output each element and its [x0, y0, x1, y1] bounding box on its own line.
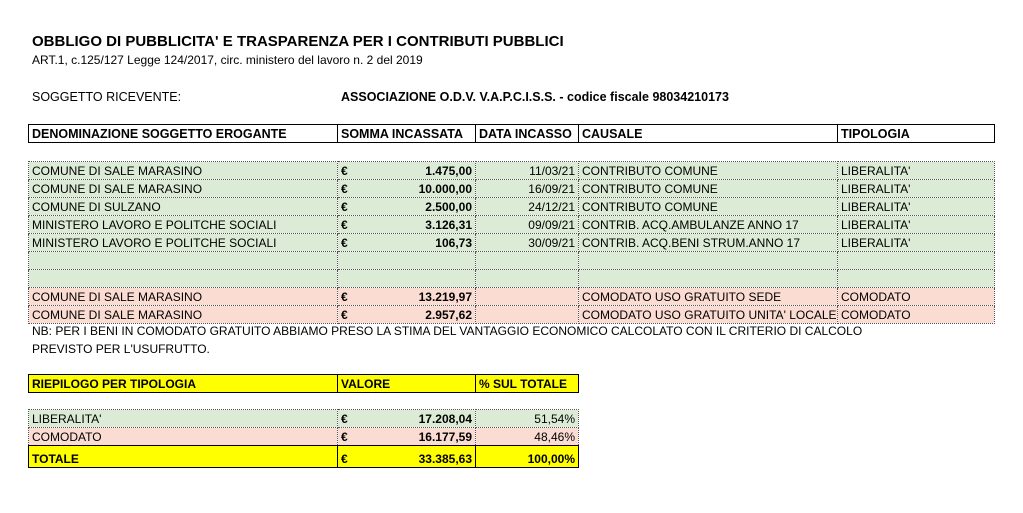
header-row — [29, 125, 995, 143]
cell-denominazione: COMUNE DI SALE MARASINO — [29, 288, 338, 306]
cell-tipologia: LIBERALITA' — [838, 180, 995, 198]
cell-causale: CONTRIBUTO COMUNE — [579, 180, 838, 198]
cell-somma — [338, 198, 476, 216]
table-row — [29, 288, 995, 306]
recipient-value: ASSOCIAZIONE O.D.V. V.A.P.C.I.S.S. - codice fiscale 98034210173 — [341, 90, 729, 104]
document-title: OBBLIGO DI PUBBLICITA' E TRASPARENZA PER I CONTRIBUTI PUBBLICI — [32, 33, 564, 50]
cell-data — [476, 252, 579, 270]
summary-value: 16.177,59 — [418, 429, 472, 444]
currency-symbol: € — [341, 199, 348, 214]
currency-symbol: € — [341, 452, 348, 466]
currency-symbol: € — [341, 181, 348, 196]
summary-row-liberalita — [29, 410, 579, 428]
amount-value: 2.957,62 — [425, 307, 472, 322]
summary-header-table — [28, 374, 579, 393]
recipient-label: SOGGETTO RICEVENTE: — [32, 90, 182, 104]
note-text: NB: PER I BENI IN COMODATO GRATUITO ABBIAMO PRESO LA STIMA DEL VANTAGGIO ECONOMICO CALCOLATO CON IL CRITERIO DI CALCOLO PREVISTO PER L'USUFRUTTO. — [32, 324, 863, 356]
cell-tipologia: LIBERALITA' — [838, 162, 995, 180]
currency-symbol: € — [341, 235, 348, 250]
cell-somma — [338, 162, 476, 180]
summary-header-pct: % SUL TOTALE — [476, 375, 579, 393]
currency-symbol: € — [341, 217, 348, 232]
cell-somma — [338, 306, 476, 324]
cell-somma — [338, 270, 476, 288]
header-denominazione: DENOMINAZIONE SOGGETTO EROGANTE — [29, 125, 338, 143]
cell-causale: CONTRIBUTO COMUNE — [579, 198, 838, 216]
cell-data: 16/09/21 — [476, 180, 579, 198]
cell-causale: COMODATO USO GRATUITO SEDE — [579, 288, 838, 306]
summary-header-row — [29, 375, 579, 393]
main-header-table — [28, 124, 995, 143]
cell-data — [476, 306, 579, 324]
amount-value: 3.126,31 — [425, 217, 472, 232]
currency-symbol: € — [341, 411, 348, 426]
summary-pct: 51,54% — [476, 410, 579, 428]
cell-causale — [579, 252, 838, 270]
cell-tipologia: LIBERALITA' — [838, 234, 995, 252]
table-row — [29, 180, 995, 198]
header-tipologia: TIPOLOGIA — [838, 125, 995, 143]
header-causale: CAUSALE — [579, 125, 838, 143]
amount-value: 2.500,00 — [425, 199, 472, 214]
cell-tipologia: LIBERALITA' — [838, 198, 995, 216]
amount-value: 10.000,00 — [418, 181, 472, 196]
document-subtitle: ART.1, c.125/127 Legge 124/2017, circ. ministero del lavoro n. 2 del 2019 — [32, 53, 423, 67]
cell-denominazione: COMUNE DI SALE MARASINO — [29, 162, 338, 180]
table-row — [29, 270, 995, 288]
cell-data: 24/12/21 — [476, 198, 579, 216]
cell-causale: CONTRIB. ACQ.AMBULANZE ANNO 17 — [579, 216, 838, 234]
total-label: TOTALE — [29, 446, 338, 468]
summary-table — [28, 409, 579, 468]
cell-data: 09/09/21 — [476, 216, 579, 234]
header-data: DATA INCASSO — [476, 125, 579, 143]
table-row — [29, 234, 995, 252]
summary-total-row — [29, 446, 579, 468]
contributions-table — [28, 161, 995, 324]
cell-denominazione: COMUNE DI SULZANO — [29, 198, 338, 216]
cell-somma — [338, 234, 476, 252]
summary-value: 17.208,04 — [418, 411, 472, 426]
cell-somma — [338, 216, 476, 234]
cell-denominazione: COMUNE DI SALE MARASINO — [29, 306, 338, 324]
cell-somma — [338, 180, 476, 198]
table-row — [29, 252, 995, 270]
total-value: 33.385,63 — [418, 452, 472, 466]
cell-data: 30/09/21 — [476, 234, 579, 252]
table-row — [29, 216, 995, 234]
cell-data — [476, 288, 579, 306]
currency-symbol: € — [341, 429, 348, 444]
summary-row-comodato — [29, 428, 579, 446]
summary-label: COMODATO — [29, 428, 338, 446]
summary-label: LIBERALITA' — [29, 410, 338, 428]
cell-tipologia — [838, 270, 995, 288]
table-row — [29, 162, 995, 180]
cell-denominazione: MINISTERO LAVORO E POLITCHE SOCIALI — [29, 234, 338, 252]
table-row — [29, 198, 995, 216]
cell-tipologia: COMODATO — [838, 288, 995, 306]
cell-causale — [579, 270, 838, 288]
currency-symbol: € — [341, 163, 348, 178]
table-row — [29, 306, 995, 324]
cell-somma — [338, 252, 476, 270]
currency-symbol: € — [341, 307, 348, 322]
summary-header-valore: VALORE — [338, 375, 476, 393]
cell-data: 11/03/21 — [476, 162, 579, 180]
currency-symbol: € — [341, 289, 348, 304]
cell-data — [476, 270, 579, 288]
summary-pct: 48,46% — [476, 428, 579, 446]
cell-causale: CONTRIBUTO COMUNE — [579, 162, 838, 180]
cell-causale: CONTRIB. ACQ.BENI STRUM.ANNO 17 — [579, 234, 838, 252]
total-pct: 100,00% — [476, 446, 579, 468]
cell-denominazione: COMUNE DI SALE MARASINO — [29, 180, 338, 198]
amount-value: 106,73 — [435, 235, 472, 250]
header-somma: SOMMA INCASSATA — [338, 125, 476, 143]
cell-somma — [338, 288, 476, 306]
amount-value: 13.219,97 — [418, 289, 472, 304]
cell-tipologia: COMODATO — [838, 306, 995, 324]
cell-denominazione — [29, 270, 338, 288]
cell-causale: COMODATO USO GRATUITO UNITA' LOCALE — [579, 306, 838, 324]
amount-value: 1.475,00 — [425, 163, 472, 178]
cell-tipologia: LIBERALITA' — [838, 216, 995, 234]
cell-denominazione — [29, 252, 338, 270]
summary-header-riepilogo: RIEPILOGO PER TIPOLOGIA — [29, 375, 338, 393]
cell-denominazione: MINISTERO LAVORO E POLITCHE SOCIALI — [29, 216, 338, 234]
cell-tipologia — [838, 252, 995, 270]
